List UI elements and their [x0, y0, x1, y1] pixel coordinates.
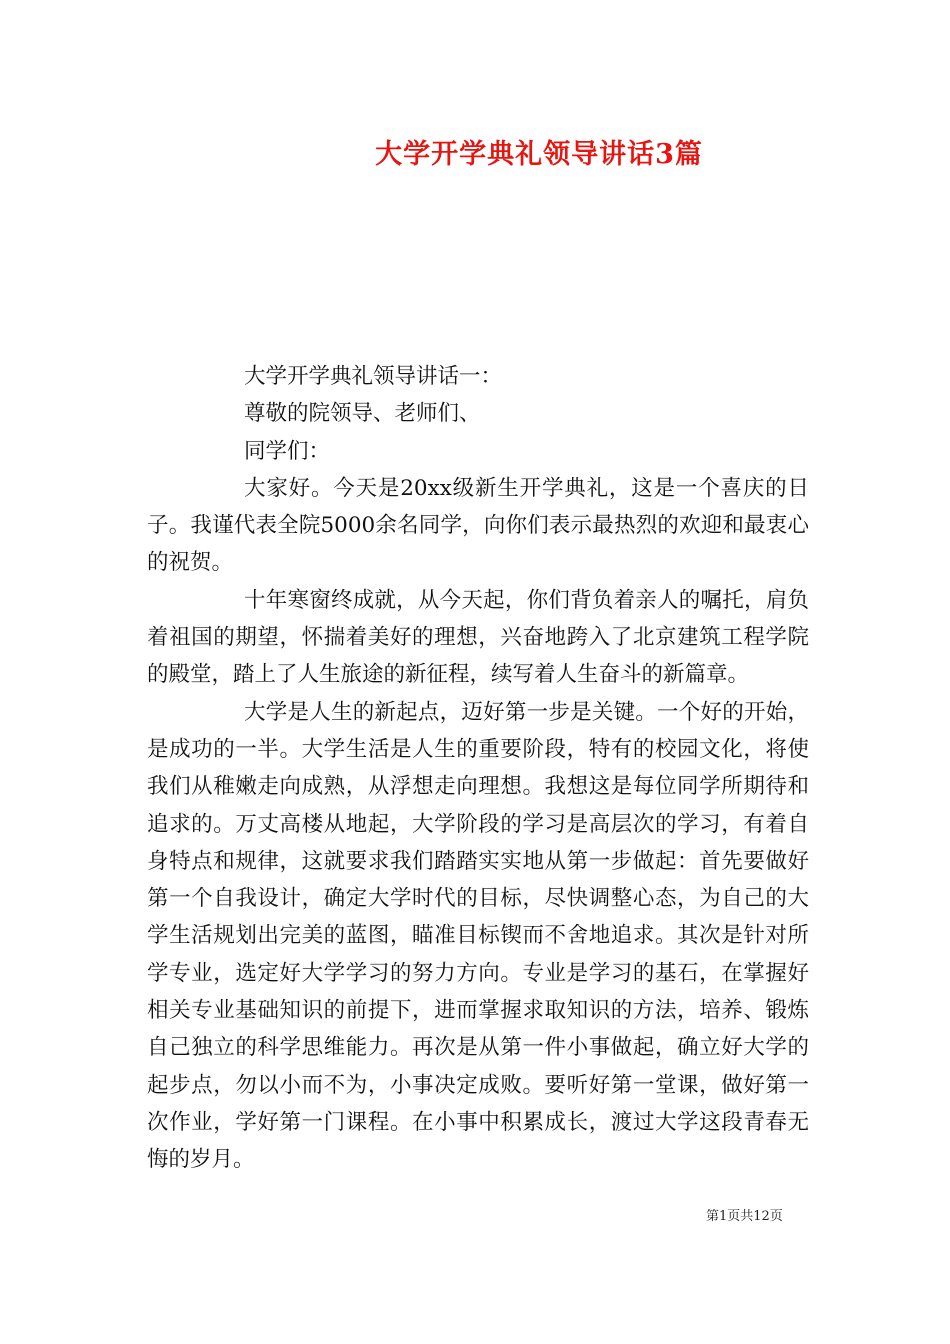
page-footer: 第1页共12页	[706, 1209, 783, 1224]
document-body	[147, 358, 809, 1179]
salutation-line-2: 同学们：	[244, 438, 331, 464]
paragraph-2: 十年寒窗终成就，从今天起，你们背负着亲人的嘱托，肩负着祖国的期望，怀揣着美好的理想，兴奋地跨入了北京建筑工程学院的殿堂，踏上了人生旅途的新征程，续写着人生奋斗的新篇章。	[147, 587, 809, 688]
salutation-line-1: 尊敬的院领导、老师们、	[244, 401, 481, 427]
section-heading: 大学开学典礼领导讲话一：	[244, 364, 503, 389]
paragraph-1: 大家好。今天是20xx级新生开学典礼，这是一个喜庆的日子。我谨代表全院5000余名同学，向你们表示最热烈的欢迎和最衷心的祝贺。	[147, 475, 809, 576]
document-title: 大学开学典礼领导讲话3篇	[375, 139, 703, 170]
paragraph-3: 大学是人生的新起点，迈好第一步是关键。一个好的开始，是成功的一半。大学生活是人生的重要阶段，特有的校园文化，将使我们从稚嫩走向成熟，从浮想走向理想。我想这是每位同学所期待和追求的。万丈高楼从地起，大学阶段的学习是高层次的学习，有着自身特点和规律，这就要求我们踏踏实实地从第一步做起：首先要做好第一个自我设计，确定大学时代的目标，尽快调整心态，为自己的大学生活规划出完美的蓝图，瞄准目标锲而不舍地追求。其次是针对所学专业，选定好大学学习的努力方向。专业是学习的基石，在掌握好相关专业基础知识的前提下，进而掌握求取知识的方法，培养、锻炼自己独立的科学思维能力。再次是从第一件小事做起，确立好大学的起步点，勿以小而不为，小事决定成败。要听好第一堂课，做好第一次作业，学好第一门课程。在小事中积累成长，渡过大学这段青春无悔的岁月。	[147, 699, 809, 1173]
